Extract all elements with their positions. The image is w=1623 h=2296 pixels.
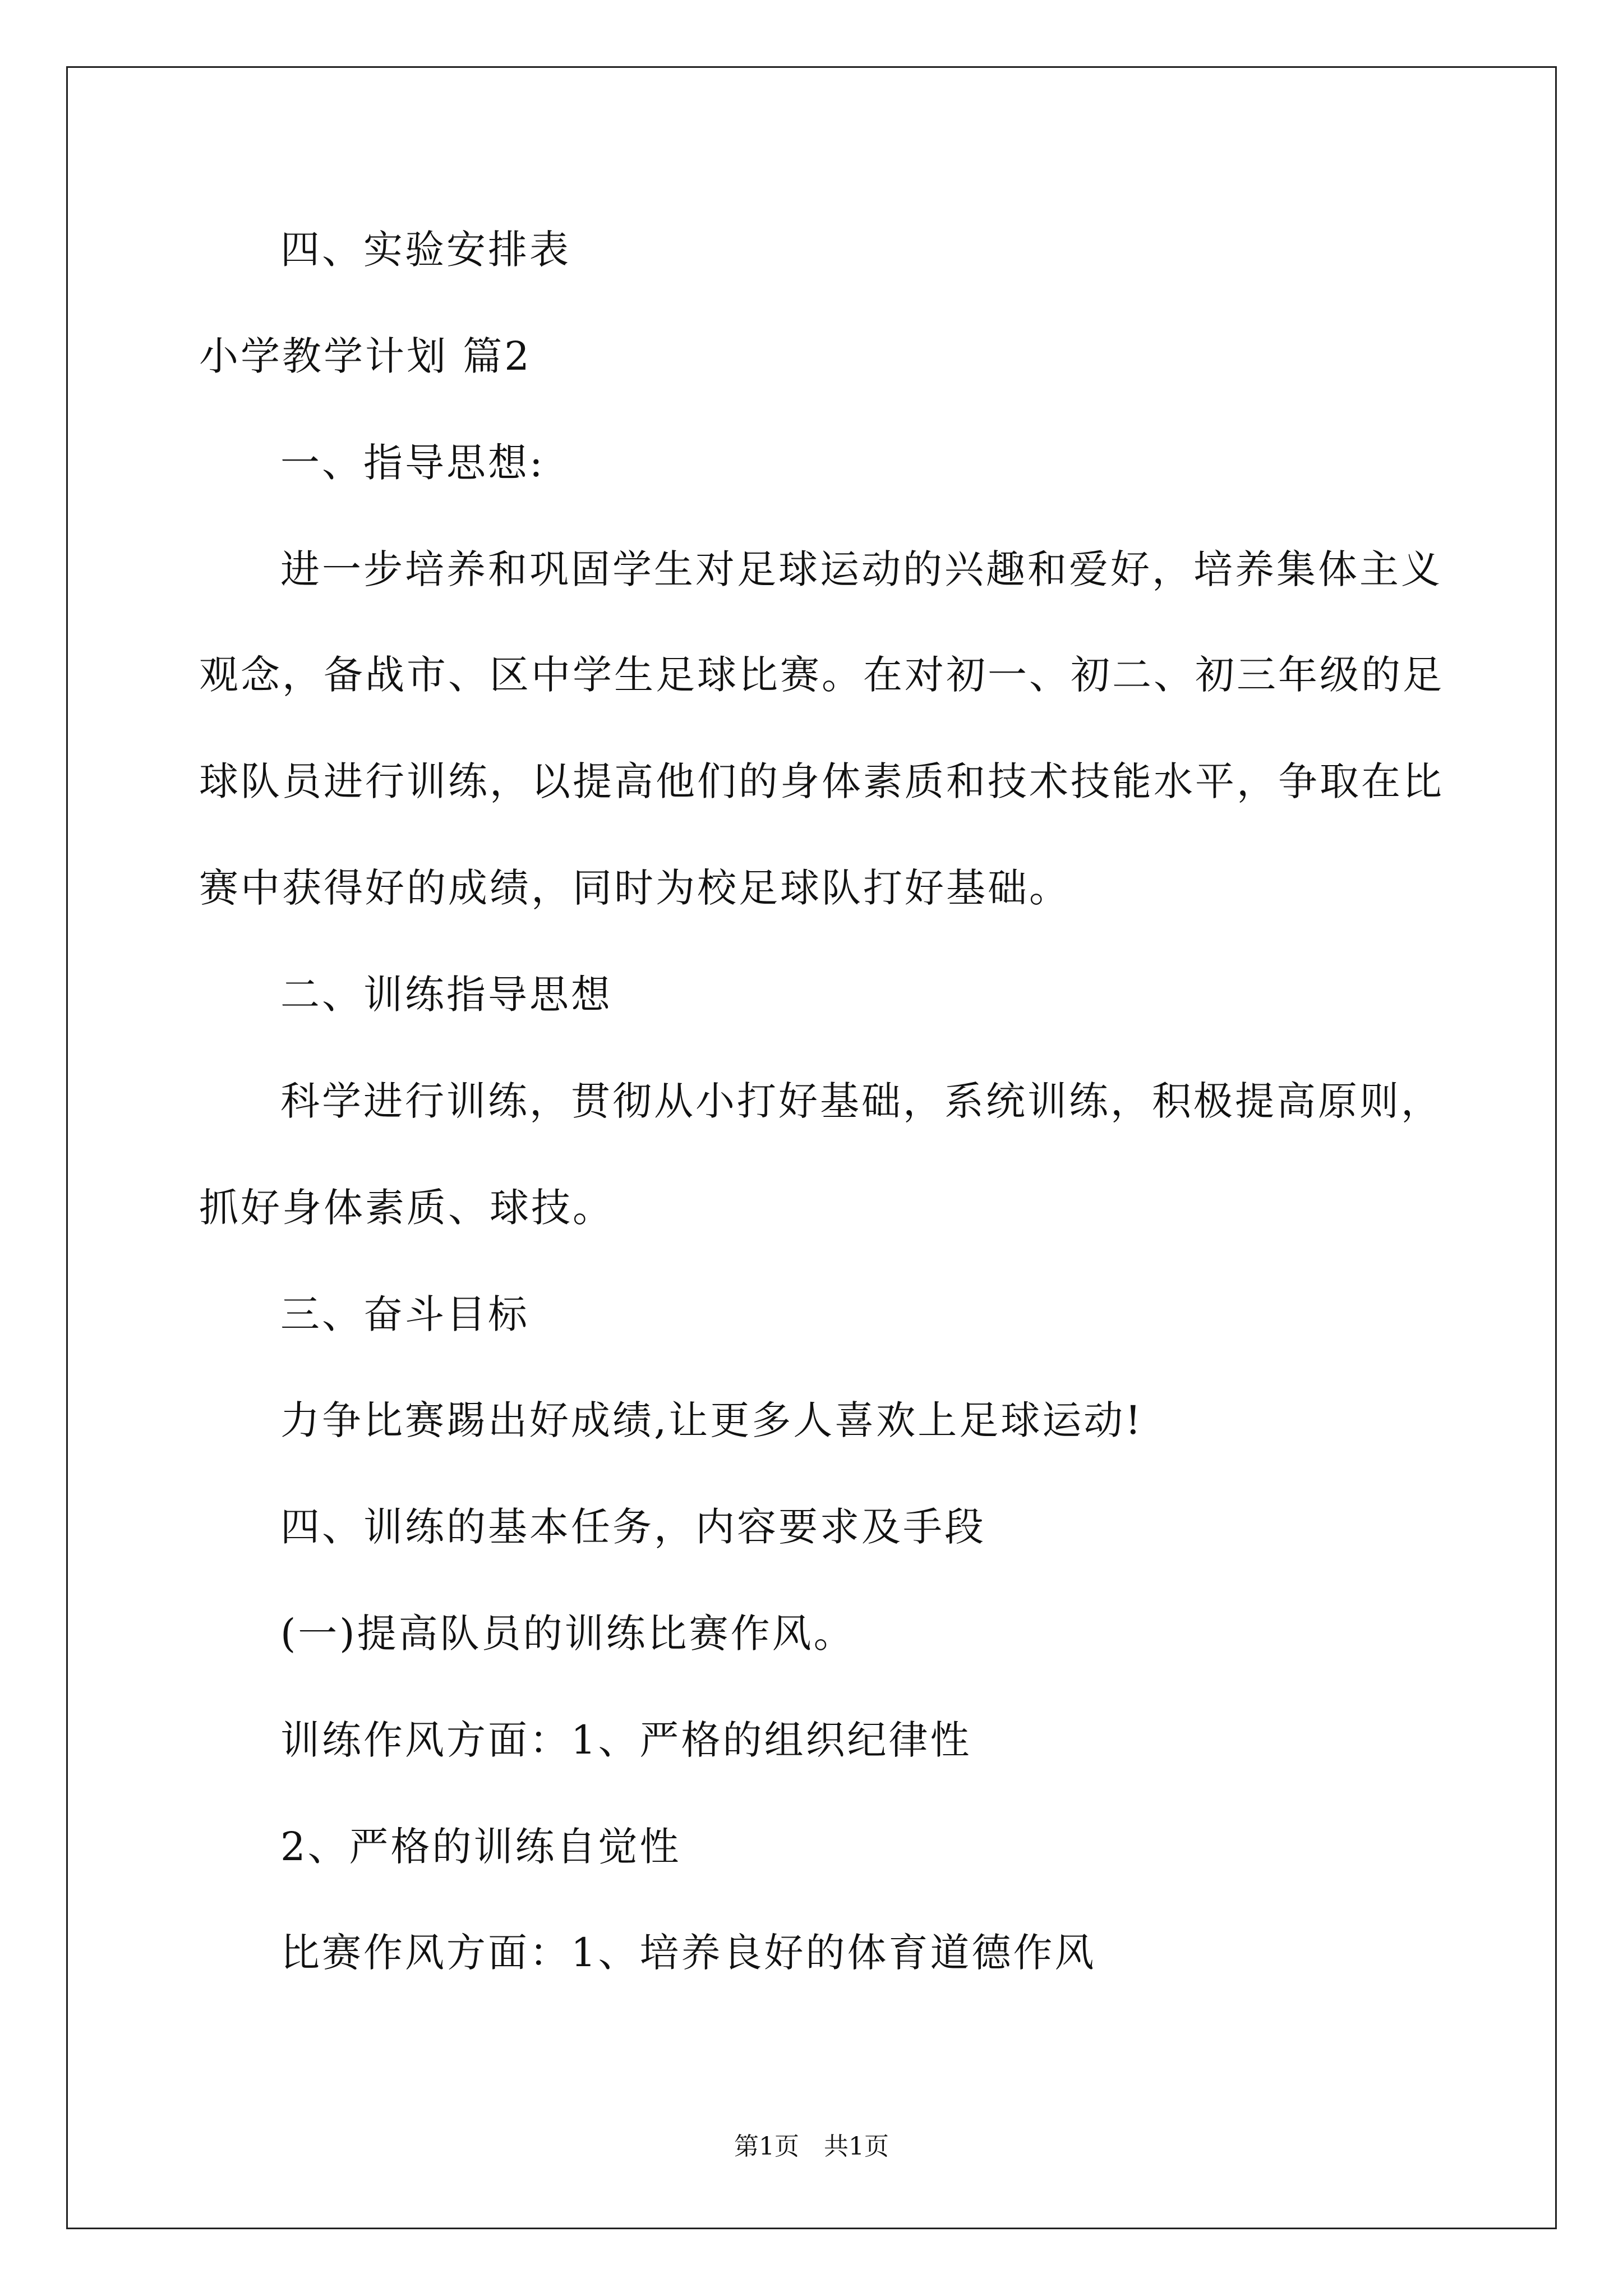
list-item: 2、严格的训练自觉性 [280, 1824, 681, 1870]
section-heading-training-ideology: 二、训练指导思想 [280, 972, 612, 1018]
paragraph-line: 赛中获得好的成绩，同时为校足球队打好基础。 [199, 865, 1071, 911]
page-border [66, 66, 1557, 2229]
document-title: 小学教学计划 篇2 [199, 333, 532, 379]
section-heading-experiment-schedule: 四、实验安排表 [280, 227, 571, 273]
section-heading-basic-tasks: 四、训练的基本任务，内容要求及手段 [280, 1504, 986, 1550]
paragraph-line: 球队员进行训练，以提高他们的身体素质和技术技能水平，争取在比 [199, 758, 1444, 804]
paragraph-line: 力争比赛踢出好成绩,让更多人喜欢上足球运动! [280, 1397, 1144, 1443]
paragraph-line: 进一步培养和巩固学生对足球运动的兴趣和爱好，培养集体主义 [280, 546, 1442, 592]
page-number-footer: 第1页 共1页 [734, 2132, 889, 2161]
section-heading-goals: 三、奋斗目标 [280, 1291, 529, 1337]
subsection-heading: (一)提高队员的训练比赛作风。 [280, 1611, 855, 1657]
list-item: 训练作风方面：1、严格的组织纪律性 [280, 1717, 972, 1763]
paragraph-line: 抓好身体素质、球技。 [199, 1185, 614, 1231]
section-heading-guiding-ideology: 一、指导思想: [280, 440, 545, 486]
paragraph-line: 科学进行训练，贯彻从小打好基础，系统训练，积极提高原则， [280, 1078, 1442, 1124]
list-item: 比赛作风方面：1、培养良好的体育道德作风 [280, 1930, 1096, 1976]
paragraph-line: 观念，备战市、区中学生足球比赛。在对初一、初二、初三年级的足 [199, 652, 1444, 698]
